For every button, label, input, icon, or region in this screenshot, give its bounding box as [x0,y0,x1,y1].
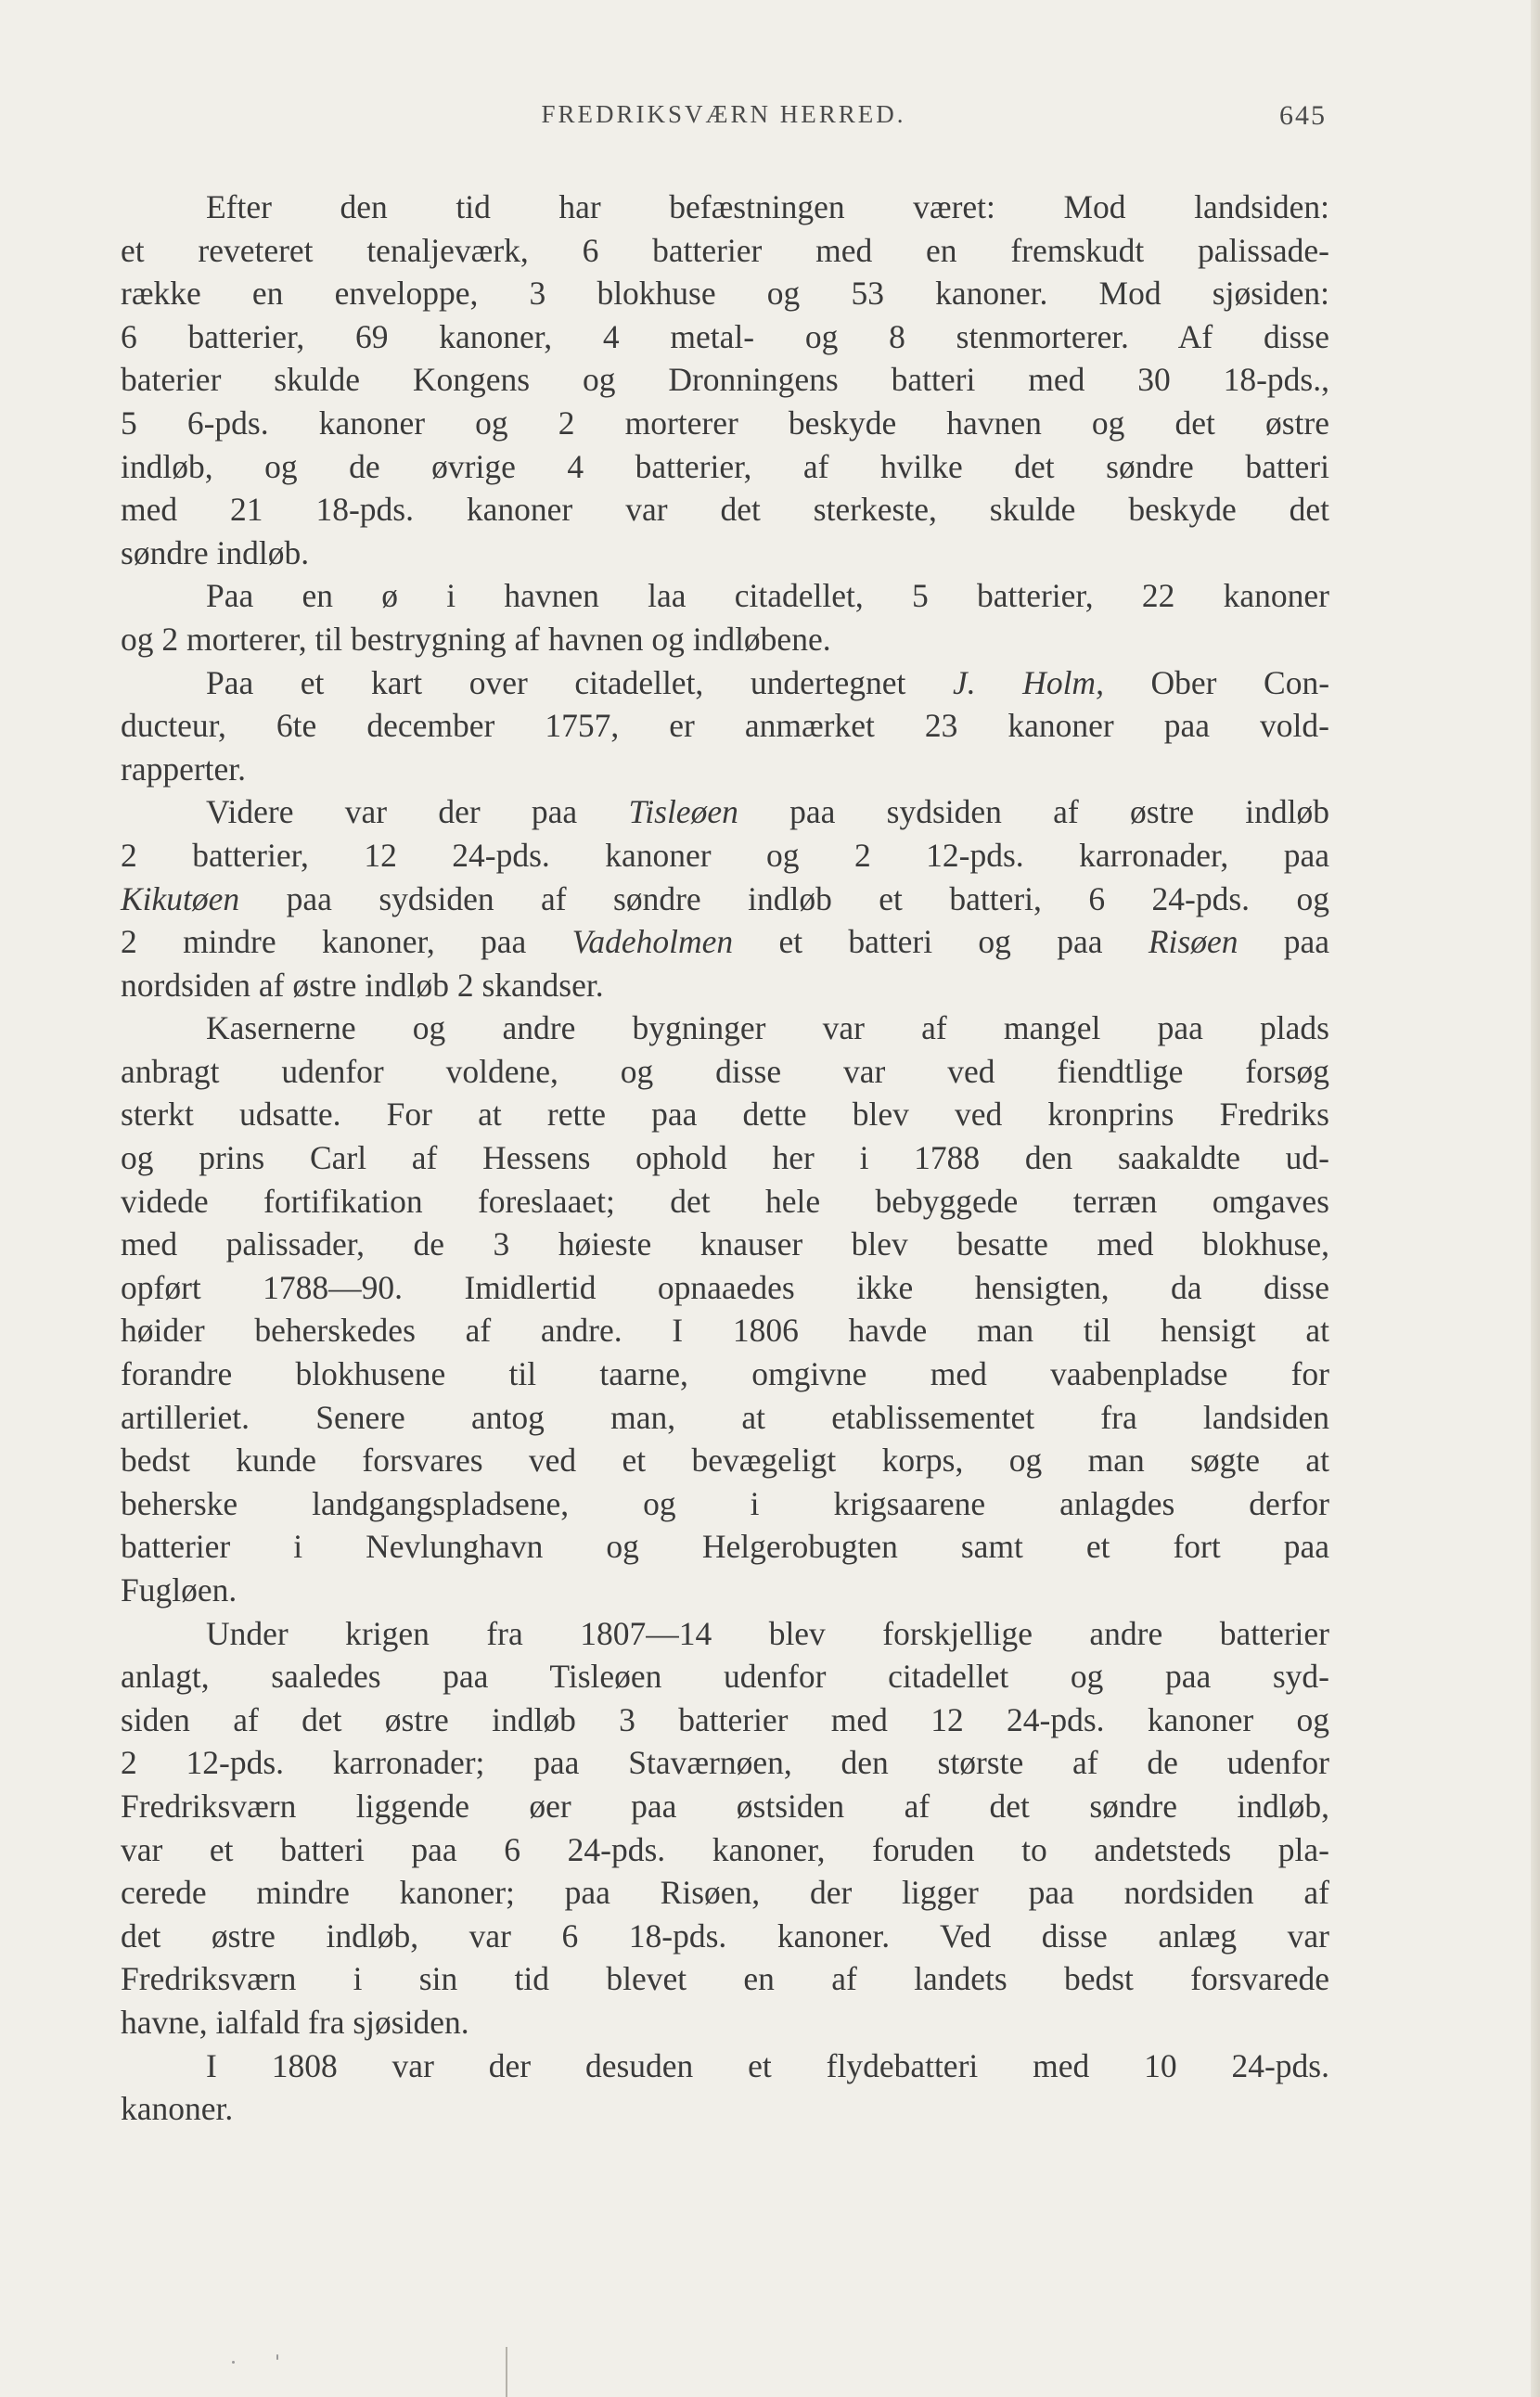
text-line: havne, ialfald fra sjøsiden. [121,2003,469,2041]
text-line: I 1808 var der desuden et flydebatteri med 10 24-pds. [206,2046,1329,2084]
text-line: batterier i Nevlunghavn og Helgerobugten samt et fort paa [121,1528,1329,1566]
place-name: Kikutøen [121,879,240,917]
text-line: Fredriksværn i sin tid blevet en af landets bedst forsvarede [121,1960,1329,1998]
text-line: baterier skulde Kongens og Dronningens batteri med 30 18-pds., [121,361,1329,399]
text-line: videde fortifikation foreslaaet; det hele bebyggede terræn omgaves [121,1182,1329,1220]
text-line: cerede mindre kanoner; paa Risøen, der ligger paa nordsiden af [121,1874,1329,1912]
place-name: Tisleøen [628,793,738,831]
text-segment: 2 mindre kanoner, paa [121,923,527,961]
text-line: 2 batterier, 12 24-pds. kanoner og 2 12-pds. karronader, paa [121,836,1329,874]
text-line: bedst kunde forsvares ved et bevægeligt korps, og man søgte at [121,1442,1329,1480]
text-line: høider beherskedes af andre. I 1806 havde man til hensigt at [121,1312,1329,1350]
text-line [121,661,1329,705]
text-line [121,790,1329,834]
text-segment: Videre var der paa [206,793,578,831]
person-name: J. Holm, [953,663,1104,701]
paragraph-6 [121,1612,1329,2045]
running-head: FREDRIKSVÆRN HERRED. [541,100,906,128]
text-line: anbragt udenfor voldene, og disse var ved fiendtlige forsøg [121,1052,1329,1090]
text-line: forandre blokhusene til taarne, omgivne med vaabenpladse for [121,1355,1329,1393]
scan-edge-mark [506,2347,507,2397]
text-line: kanoner. [121,2090,234,2128]
paragraph-1 [121,186,1329,574]
text-line: rapperter. [121,750,247,788]
text-line: det østre indløb, var 6 18-pds. kanoner. Ved disse anlæg var [121,1916,1329,1955]
text-line: række en enveloppe, 3 blokhuse og 53 kanoner. Mod sjøsiden: [121,275,1329,313]
text-line: anlagt, saaledes paa Tisleøen udenfor citadellet og paa syd- [121,1658,1329,1696]
text-line: nordsiden af østre indløb 2 skandser. [121,966,604,1004]
text-line: beherske landgangspladsene, og i krigsaarene anlagdes derfor [121,1484,1329,1522]
text-line [121,878,1329,921]
text-segment: paa [1283,923,1330,961]
text-line: Fugløen. [121,1571,237,1609]
paragraph-2 [121,574,1329,660]
text-line: med 21 18-pds. kanoner var det sterkeste, skulde beskyde det [121,491,1329,529]
page-number: 645 [1279,100,1327,131]
text-line: Efter den tid har befæstningen været: Mod landsiden: [206,188,1329,225]
text-line: Fredriksværn liggende øer paa østsiden af det søndre indløb, [121,1787,1329,1825]
text-line: et reveteret tenaljeværk, 6 batterier med en fremskudt palissade- [121,231,1329,269]
text-line: var et batteri paa 6 24-pds. kanoner, foruden to andetsteds pla- [121,1830,1329,1868]
text-line: siden af det østre indløb 3 batterier med 12 24-pds. kanoner og [121,1700,1329,1738]
text-line: sterkt udsatte. For at rette paa dette blev ved kronprins Fredriks [121,1096,1329,1134]
paragraph-5 [121,1006,1329,1611]
text-line: 2 12-pds. karronader; paa Staværnøen, den største af de udenfor [121,1744,1329,1782]
place-name: Risøen [1148,923,1238,961]
text-line: 6 batterier, 69 kanoner, 4 metal- og 8 stenmorterer. Af disse [121,317,1329,355]
text-line [121,920,1329,964]
text-line: Kasernerne og andre bygninger var af mangel paa plads [206,1009,1329,1047]
text-segment: Paa et kart over citadellet, undertegnet [206,663,906,701]
text-line: opført 1788—90. Imidlertid opnaaedes ikke hensigten, da disse [121,1268,1329,1306]
paragraph-7 [121,2045,1329,2131]
paragraph-3 [121,661,1329,791]
text-line: og 2 morterer, til bestrygning af havnen og indløbene. [121,620,831,658]
scan-speck [232,2361,235,2364]
body-text [121,186,1329,2131]
page-header [121,100,1327,137]
text-line: indløb, og de øvrige 4 batterier, af hvilke det søndre batteri [121,447,1329,485]
text-line: 5 6-pds. kanoner og 2 morterer beskyde havnen og det østre [121,404,1329,442]
text-segment: et batteri og paa [778,923,1103,961]
paragraph-4 [121,790,1329,1006]
text-segment: Ober Con- [1150,663,1330,701]
text-line: artilleriet. Senere antog man, at etablissementet fra landsiden [121,1398,1329,1436]
text-segment: paa sydsiden af østre indløb [789,793,1330,831]
text-line: Under krigen fra 1807—14 blev forskjellige andre batterier [206,1614,1329,1652]
page-edge [1531,0,1540,2397]
text-line: Paa en ø i havnen laa citadellet, 5 batterier, 22 kanoner [206,577,1329,615]
scan-speck [276,2354,278,2360]
text-line: med palissader, de 3 høieste knauser blev besatte med blokhuse, [121,1225,1329,1263]
text-segment: paa sydsiden af søndre indløb et batteri, 6 24-pds. og [286,879,1329,917]
text-line: ducteur, 6te december 1757, er anmærket 23 kanoner paa vold- [121,707,1329,745]
place-name: Vadeholmen [571,923,734,961]
text-line: og prins Carl af Hessens ophold her i 1788 den saakaldte ud- [121,1139,1329,1177]
text-line: søndre indløb. [121,533,310,571]
